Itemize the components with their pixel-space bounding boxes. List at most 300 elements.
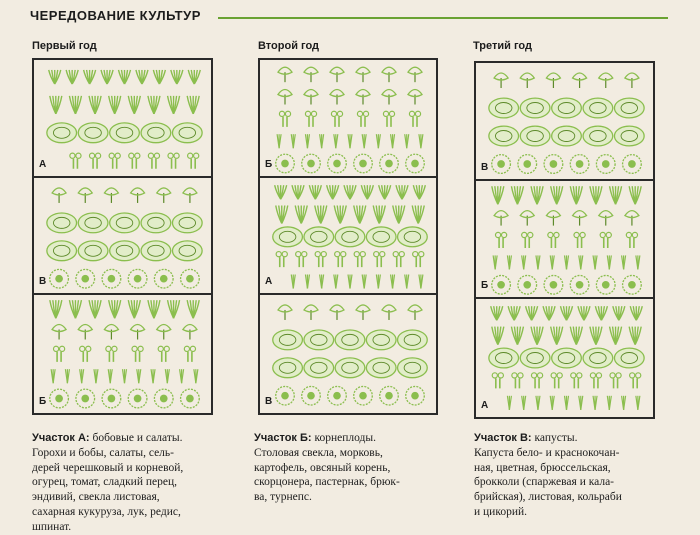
root-row — [495, 232, 637, 248]
plant-icon — [315, 205, 327, 223]
plant-icon — [522, 232, 533, 248]
plant-icon — [362, 134, 366, 148]
plant-icon — [188, 70, 200, 84]
plant-icon — [334, 134, 338, 148]
plant-icon — [396, 185, 408, 199]
plant-icon — [536, 255, 540, 269]
plant-icon — [335, 227, 365, 247]
plant-icon — [570, 186, 582, 204]
bush-row — [52, 188, 197, 203]
plant-icon — [172, 123, 202, 143]
plant-icon — [327, 185, 339, 199]
caption-line: Столовая свекла, морковь, — [254, 446, 383, 459]
plot-letter: А — [481, 400, 489, 411]
caption-line: брокколи (спаржевая и кала- — [474, 476, 615, 489]
plant-icon — [276, 251, 287, 267]
plant-icon — [78, 241, 108, 261]
bush-row — [494, 211, 639, 226]
plant-icon — [565, 396, 569, 410]
caption-heading: Участок А: — [32, 432, 90, 444]
plot-beds — [260, 295, 436, 413]
plant-icon — [335, 251, 346, 267]
plant-icon — [50, 269, 69, 288]
plant-icon — [380, 154, 399, 173]
plant-icon — [382, 305, 396, 320]
broccoli-row — [50, 389, 200, 408]
plot-В — [476, 63, 653, 181]
plant-icon — [131, 188, 145, 203]
plant-icon — [320, 134, 324, 148]
plant-icon — [171, 70, 183, 84]
plant-icon — [304, 330, 334, 350]
plant-icon — [512, 373, 523, 389]
plant-icon — [158, 347, 169, 363]
plant-icon — [76, 389, 95, 408]
plant-icon — [520, 73, 534, 88]
plant-icon — [489, 348, 519, 368]
plant-icon — [295, 205, 307, 223]
cabbage-row — [273, 330, 428, 350]
plant-icon — [614, 98, 644, 118]
plant-icon — [296, 251, 307, 267]
pea-row — [492, 327, 641, 345]
plant-icon — [593, 396, 597, 410]
plant-icon — [94, 369, 98, 383]
plant-icon — [66, 70, 78, 84]
plant-icon — [141, 241, 171, 261]
plant-icon — [53, 347, 64, 363]
plant-icon — [89, 153, 100, 169]
plant-icon — [123, 369, 127, 383]
plant-icon — [102, 269, 121, 288]
plot-А — [34, 60, 211, 178]
plant-icon — [141, 213, 171, 233]
bush-row — [52, 325, 197, 340]
plant-icon — [80, 347, 91, 363]
caption-line: и цикорий. — [474, 505, 528, 518]
plant-icon — [623, 155, 642, 174]
plant-icon — [80, 369, 84, 383]
plant-icon — [391, 134, 395, 148]
plant-icon — [366, 227, 396, 247]
plant-icon — [119, 70, 131, 84]
plant-icon — [362, 274, 366, 288]
plant-icon — [583, 126, 613, 146]
plant-icon — [599, 73, 613, 88]
plant-icon — [183, 188, 197, 203]
plant-icon — [376, 274, 380, 288]
plant-icon — [273, 358, 303, 378]
plant-icon — [625, 73, 639, 88]
plant-icon — [522, 396, 526, 410]
plant-icon — [551, 373, 562, 389]
plant-icon — [180, 369, 184, 383]
broccoli-row — [492, 155, 642, 174]
plant-icon — [607, 255, 611, 269]
plant-icon — [520, 126, 550, 146]
plant-icon — [543, 306, 555, 320]
lettuce-row — [49, 70, 201, 84]
caption-heading: Участок Б: — [254, 432, 312, 444]
plant-icon — [292, 185, 304, 199]
plant-icon — [374, 251, 385, 267]
plant-icon — [361, 185, 373, 199]
plant-icon — [494, 211, 508, 226]
plot-letter: Б — [39, 395, 47, 407]
plant-icon — [334, 205, 346, 223]
plant-icon — [148, 153, 159, 169]
plant-icon — [354, 205, 366, 223]
plant-icon — [610, 186, 622, 204]
celery-row — [70, 153, 199, 169]
onion-row — [507, 396, 639, 410]
plant-icon — [550, 396, 554, 410]
plant-icon — [623, 275, 642, 294]
caption-line: скорцонера, пастернак, брюк- — [254, 476, 400, 489]
plot-В — [260, 295, 436, 413]
plant-icon — [574, 232, 585, 248]
plant-icon — [614, 126, 644, 146]
root-row — [279, 111, 420, 127]
plant-icon — [357, 111, 368, 127]
plant-icon — [194, 369, 198, 383]
plant-icon — [148, 96, 160, 114]
plot-beds — [34, 178, 211, 296]
plant-icon — [492, 155, 511, 174]
plant-icon — [76, 269, 95, 288]
plant-icon — [614, 348, 644, 368]
plant-icon — [552, 348, 582, 368]
plant-icon — [128, 96, 140, 114]
plant-icon — [380, 387, 399, 406]
plant-icon — [493, 255, 497, 269]
plant-icon — [109, 300, 121, 318]
plot-letter: В — [39, 276, 47, 288]
plant-icon — [531, 327, 543, 345]
plant-icon — [626, 232, 637, 248]
plant-icon — [629, 186, 641, 204]
caption-line: ная, цветная, брюссельская, — [474, 461, 611, 474]
plant-icon — [526, 306, 538, 320]
plant-icon — [187, 300, 199, 318]
plot-letter: Б — [481, 280, 489, 291]
plant-icon — [305, 274, 309, 288]
plant-icon — [536, 396, 540, 410]
plant-icon — [276, 154, 295, 173]
caption-line: шпинат. — [32, 520, 72, 533]
year-label-2: Второй год — [258, 40, 320, 52]
plant-icon — [69, 300, 81, 318]
broccoli-row — [492, 275, 642, 294]
plant-icon — [383, 111, 394, 127]
plant-icon — [132, 347, 143, 363]
plant-icon — [494, 73, 508, 88]
plant-icon — [531, 186, 543, 204]
plant-icon — [78, 325, 92, 340]
plant-icon — [406, 154, 425, 173]
plant-icon — [331, 111, 342, 127]
plant-icon — [172, 241, 202, 261]
plant-icon — [548, 232, 559, 248]
onion-row — [493, 255, 640, 269]
plant-icon — [578, 306, 590, 320]
plant-icon — [291, 134, 295, 148]
plant-icon — [108, 369, 112, 383]
plant-icon — [348, 274, 352, 288]
plant-icon — [408, 305, 422, 320]
plant-icon — [409, 111, 420, 127]
plant-icon — [104, 325, 118, 340]
caption-plot-v — [474, 431, 696, 520]
plant-icon — [412, 205, 424, 223]
caption-line: корнеплоды. — [314, 432, 376, 444]
plant-icon — [492, 275, 511, 294]
plant-icon — [354, 251, 365, 267]
caption-line: ва, турнепс. — [254, 491, 312, 504]
plant-icon — [544, 275, 563, 294]
plant-icon — [522, 255, 526, 269]
plant-icon — [354, 154, 373, 173]
plant-icon — [188, 153, 199, 169]
plant-icon — [278, 90, 292, 105]
plant-icon — [622, 255, 626, 269]
plant-icon — [622, 396, 626, 410]
caption-line: огурец, томат, сладкий перец, — [32, 476, 178, 489]
plant-icon — [356, 90, 370, 105]
plant-icon — [492, 186, 504, 204]
caption-line: сахарная кукуруза, лук, редис, — [32, 505, 181, 518]
year-label-3: Третий год — [473, 40, 532, 52]
plant-icon — [356, 305, 370, 320]
plant-icon — [70, 153, 81, 169]
plant-icon — [278, 67, 292, 82]
plant-icon — [595, 306, 607, 320]
plant-icon — [148, 300, 160, 318]
plot-Б — [260, 60, 436, 178]
plant-icon — [328, 154, 347, 173]
plant-icon — [78, 123, 108, 143]
plant-icon — [405, 274, 409, 288]
celery-row — [492, 373, 641, 389]
plant-icon — [65, 369, 69, 383]
plant-icon — [508, 306, 520, 320]
plant-icon — [379, 185, 391, 199]
plant-icon — [520, 348, 550, 368]
plant-icon — [302, 387, 321, 406]
plant-icon — [511, 186, 523, 204]
plant-icon — [590, 327, 602, 345]
plant-icon — [334, 274, 338, 288]
plant-icon — [315, 251, 326, 267]
plot-beds — [34, 60, 211, 178]
plot-Б — [476, 181, 653, 299]
plant-icon — [84, 70, 96, 84]
plant-icon — [181, 269, 200, 288]
plant-icon — [291, 274, 295, 288]
year-3-diagram — [474, 61, 655, 419]
plant-icon — [153, 70, 165, 84]
plant-icon — [579, 255, 583, 269]
plant-icon — [47, 241, 77, 261]
plant-icon — [551, 186, 563, 204]
plant-icon — [393, 205, 405, 223]
plant-icon — [366, 330, 396, 350]
plant-icon — [518, 155, 537, 174]
plot-В — [34, 178, 211, 296]
plant-icon — [157, 325, 171, 340]
plant-icon — [391, 274, 395, 288]
plant-icon — [47, 123, 77, 143]
onion-row — [277, 134, 423, 148]
plot-letter: В — [265, 395, 273, 407]
plot-А — [476, 299, 653, 417]
cabbage-row — [47, 213, 202, 233]
plant-icon — [356, 67, 370, 82]
plant-icon — [273, 227, 303, 247]
plant-icon — [373, 205, 385, 223]
broccoli-row — [50, 269, 200, 288]
plant-icon — [131, 325, 145, 340]
plant-icon — [489, 126, 519, 146]
plant-icon — [309, 185, 321, 199]
title-rule — [218, 17, 668, 19]
plant-icon — [579, 396, 583, 410]
plant-icon — [106, 347, 117, 363]
plant-icon — [47, 213, 77, 233]
plant-icon — [366, 358, 396, 378]
onion-row — [291, 274, 423, 288]
celery-row — [276, 251, 424, 267]
plant-icon — [304, 67, 318, 82]
pea-row — [492, 186, 641, 204]
plant-icon — [398, 358, 428, 378]
plant-icon — [419, 134, 423, 148]
plant-icon — [520, 211, 534, 226]
plant-icon — [78, 213, 108, 233]
plant-icon — [629, 327, 641, 345]
plot-letter: Б — [265, 158, 273, 170]
plant-icon — [330, 67, 344, 82]
plant-icon — [593, 255, 597, 269]
plant-icon — [52, 188, 66, 203]
plant-icon — [551, 327, 563, 345]
plant-icon — [491, 306, 503, 320]
lettuce-row — [491, 306, 643, 320]
plant-icon — [492, 373, 503, 389]
plot-А — [260, 178, 436, 296]
cabbage-row — [489, 98, 644, 118]
plant-icon — [52, 325, 66, 340]
broccoli-row — [276, 154, 425, 173]
plant-icon — [520, 98, 550, 118]
lettuce-row — [275, 185, 426, 199]
cabbage-row — [47, 123, 202, 143]
plant-icon — [419, 274, 423, 288]
plant-icon — [552, 98, 582, 118]
bush-row — [278, 305, 422, 320]
broccoli-row — [276, 387, 425, 406]
plant-icon — [590, 373, 601, 389]
plot-beds — [476, 181, 653, 299]
plant-icon — [110, 241, 140, 261]
cabbage-row — [273, 358, 428, 378]
plant-icon — [570, 327, 582, 345]
plant-icon — [596, 275, 615, 294]
plant-icon — [304, 358, 334, 378]
caption-line: эндивий, свекла листовая, — [32, 491, 160, 504]
bush-row — [278, 90, 422, 105]
caption-line: картофель, овсяный корень, — [254, 461, 391, 474]
plant-icon — [172, 213, 202, 233]
plant-icon — [636, 255, 640, 269]
plant-icon — [630, 306, 642, 320]
plant-icon — [128, 300, 140, 318]
plant-icon — [600, 232, 611, 248]
plant-icon — [50, 96, 62, 114]
plant-icon — [561, 306, 573, 320]
plant-icon — [330, 90, 344, 105]
plant-icon — [398, 227, 428, 247]
plant-icon — [168, 153, 179, 169]
plant-icon — [405, 134, 409, 148]
pea-row — [50, 96, 199, 114]
plant-icon — [354, 387, 373, 406]
plant-icon — [630, 373, 641, 389]
plant-icon — [89, 300, 101, 318]
plant-icon — [565, 255, 569, 269]
caption-line: Капуста бело- и краснокочан- — [474, 446, 620, 459]
plant-icon — [101, 70, 113, 84]
plant-icon — [304, 90, 318, 105]
plant-icon — [413, 251, 424, 267]
caption-line: капусты. — [534, 432, 578, 444]
plant-icon — [406, 387, 425, 406]
plant-icon — [335, 358, 365, 378]
plant-icon — [50, 300, 62, 318]
onion-row — [51, 369, 198, 383]
plant-icon — [276, 205, 288, 223]
plant-icon — [168, 300, 180, 318]
plant-icon — [348, 134, 352, 148]
plant-icon — [110, 123, 140, 143]
plant-icon — [408, 67, 422, 82]
plant-icon — [278, 305, 292, 320]
plant-icon — [157, 188, 171, 203]
caption-heading: Участок В: — [474, 432, 532, 444]
plant-icon — [305, 134, 309, 148]
root-row — [53, 347, 195, 363]
pea-row — [276, 205, 425, 223]
plant-icon — [599, 211, 613, 226]
plant-icon — [109, 153, 120, 169]
plot-letter: А — [265, 276, 273, 288]
plant-icon — [495, 232, 506, 248]
cabbage-row — [489, 126, 644, 146]
bush-row — [278, 67, 422, 82]
plot-beds — [260, 60, 436, 178]
plant-icon — [552, 126, 582, 146]
page-title: ЧЕРЕДОВАНИЕ КУЛЬТУР — [30, 8, 201, 23]
plant-icon — [398, 330, 428, 350]
caption-line: бобовые и салаты. — [92, 432, 183, 444]
plant-icon — [330, 305, 344, 320]
plant-icon — [570, 275, 589, 294]
plant-icon — [128, 269, 147, 288]
plant-icon — [507, 255, 511, 269]
caption-plot-b — [254, 431, 469, 505]
plot-beds — [260, 178, 436, 296]
plant-icon — [275, 185, 287, 199]
